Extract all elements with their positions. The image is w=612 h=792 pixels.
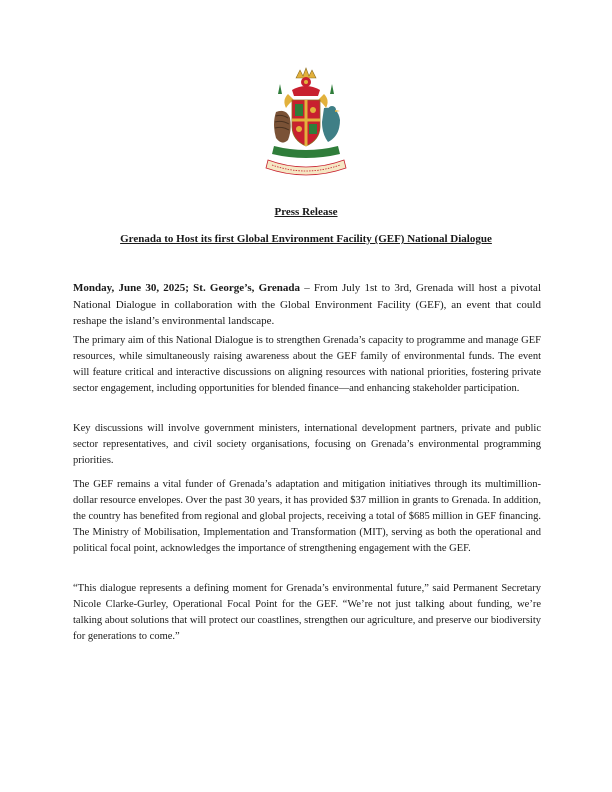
paragraph-participants-text: Key discussions will involve government ministers, international development partners, private and public sector representatives, and civil society organisations, focusing on Grenada’s environmental programming priorities.: [73, 423, 541, 466]
paragraph-aim: [73, 333, 541, 397]
paragraph-funding-text: The GEF remains a vital funder of Grenada’s adaptation and mitigation initiatives through its multimillion-dollar resource envelopes. Over the past 30 years, it has provided $37 million in grants to Grenada. In addition, the country has benefited from regional and global projects, receiving a total of $685 million in GEF financing. The Ministry of Mobilisation, Implementation and Transformation (MIT), serving as both the operational and political focal point, acknowledges the importance of strengthening engagement with the GEF.: [73, 479, 541, 554]
paragraph-quote: [73, 581, 541, 645]
paragraph-quote-text: “This dialogue represents a defining moment for Grenada’s environmental future,” said Permanent Secretary Nicole Clarke-Gurley, Operational Focal Point for the GEF. “We’re not just talking about funding, we’re talking about solutions that will protect our coastlines, strengthen our agriculture, and preserve our biodiversity for generations to come.”: [73, 583, 541, 642]
paragraph-funding: [73, 477, 541, 557]
press-release-title: Grenada to Host its first Global Environment Facility (GEF) National Dialogue: [120, 233, 492, 245]
press-release-label: Press Release: [274, 206, 338, 218]
intro-paragraph: [73, 280, 541, 330]
paragraph-aim-text: The primary aim of this National Dialogue is to strengthen Grenada’s capacity to programme and manage GEF resources, while simultaneously raising awareness about the GEF family of environmental funds. The event will feature critical and interactive discussions on aligning resources with national priorities, fostering private sector engagement, including opportunities for blended finance—and enhancing stakeholder participation.: [73, 335, 541, 394]
paragraph-participants: [73, 421, 541, 469]
coat-of-arms-icon: [258, 64, 354, 182]
dateline: Monday, June 30, 2025; St. George’s, Grenada: [73, 282, 300, 294]
intro-text: – From July 1st to 3rd, Grenada will host a pivotal National Dialogue in collaboration with the Global Environment Facility (GEF), an event that could reshape the island’s environmental landscape.: [73, 282, 541, 327]
coat-of-arms-emblem: [258, 64, 354, 182]
